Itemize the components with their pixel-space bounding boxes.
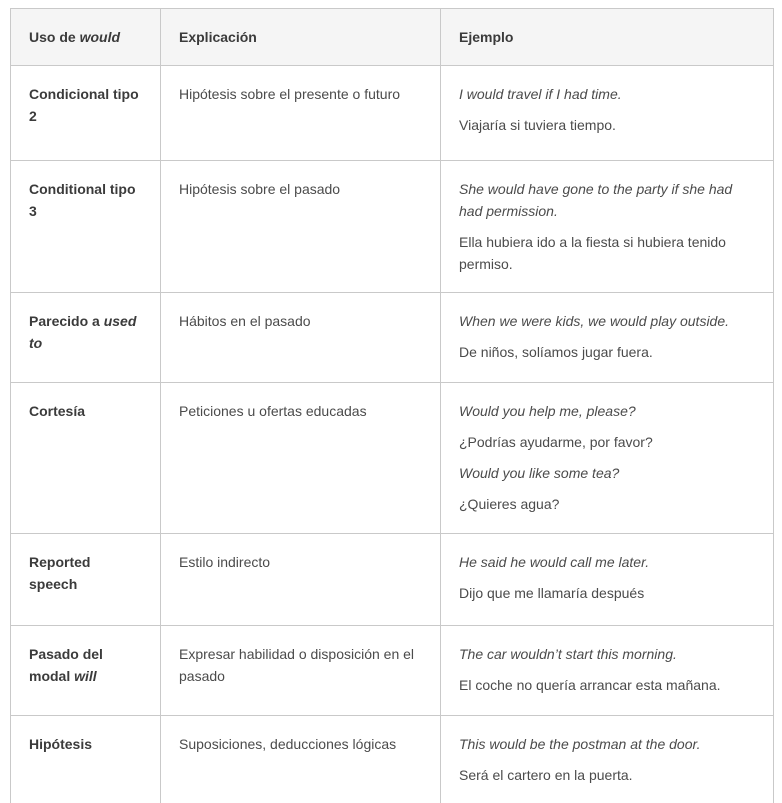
example-spanish-line: Dijo que me llamaría después: [459, 585, 645, 601]
example-english-line: He said he would call me later.: [459, 554, 650, 570]
uso-cell: [11, 66, 161, 161]
example-spanish-line: ¿Podrías ayudarme, por favor?: [459, 434, 653, 450]
explicacion-cell: [161, 534, 441, 626]
ejemplo-cell: [441, 293, 774, 383]
explicacion-text: Suposiciones, deducciones lógicas: [179, 736, 397, 752]
example-spanish-line: De niños, solíamos jugar fuera.: [459, 344, 653, 360]
explicacion-cell: [161, 716, 441, 803]
italic-text-segment: used to: [29, 313, 137, 351]
text-segment: Ejemplo: [459, 29, 514, 45]
table-row: [11, 534, 774, 626]
would-usage-table: [10, 8, 774, 803]
uso-cell: [11, 161, 161, 293]
example-spanish-line: ¿Quieres agua?: [459, 496, 560, 512]
table-row: [11, 716, 774, 803]
ejemplo-cell: [441, 716, 774, 803]
text-segment: Uso de: [29, 29, 80, 45]
explicacion-text: Hábitos en el pasado: [179, 313, 311, 329]
text-segment: Explicación: [179, 29, 257, 45]
example-english-line: The car wouldn’t start this morning.: [459, 646, 677, 662]
column-header-ejemplo: [441, 9, 774, 66]
italic-text-segment: would: [79, 29, 121, 45]
example-spanish-line: Será el cartero en la puerta.: [459, 767, 633, 783]
example-spanish-line: Viajaría si tuviera tiempo.: [459, 117, 616, 133]
page: [0, 8, 782, 803]
explicacion-text: Hipótesis sobre el pasado: [179, 181, 341, 197]
table-header: [11, 9, 774, 66]
uso-cell: [11, 383, 161, 534]
example-english-line: Would you help me, please?: [459, 403, 636, 419]
uso-cell: [11, 534, 161, 626]
example-english-line: When we were kids, we would play outside.: [459, 313, 730, 329]
italic-text-segment: will: [74, 668, 97, 684]
ejemplo-cell: [441, 66, 774, 161]
example-spanish-line: El coche no quería arrancar esta mañana.: [459, 677, 721, 693]
example-spanish-line: Ella hubiera ido a la fiesta si hubiera tenido permiso.: [459, 234, 726, 272]
table-row: [11, 383, 774, 534]
table-row: [11, 626, 774, 716]
explicacion-cell: [161, 66, 441, 161]
explicacion-text: Peticiones u ofertas educadas: [179, 403, 367, 419]
column-header-uso: [11, 9, 161, 66]
example-english-line: I would travel if I had time.: [459, 86, 622, 102]
table-row: [11, 66, 774, 161]
text-segment: Reported speech: [29, 554, 91, 592]
uso-cell: [11, 716, 161, 803]
text-segment: Hipótesis: [29, 736, 93, 752]
table-row: [11, 161, 774, 293]
explicacion-cell: [161, 161, 441, 293]
text-segment: Condicional tipo 2: [29, 86, 139, 124]
example-english-line: She would have gone to the party if she had had permission.: [459, 181, 733, 219]
explicacion-text: Hipótesis sobre el presente o futuro: [179, 86, 401, 102]
explicacion-cell: [161, 626, 441, 716]
text-segment: Conditional tipo 3: [29, 181, 136, 219]
ejemplo-cell: [441, 626, 774, 716]
example-english-line: Would you like some tea?: [459, 465, 620, 481]
header-row: [11, 9, 774, 66]
uso-cell: [11, 626, 161, 716]
explicacion-text: Expresar habilidad o disposición en el pasado: [179, 646, 415, 684]
table-body: [11, 66, 774, 803]
text-segment: Parecido a: [29, 313, 104, 329]
text-segment: Pasado del modal: [29, 646, 103, 684]
ejemplo-cell: [441, 161, 774, 293]
explicacion-text: Estilo indirecto: [179, 554, 271, 570]
ejemplo-cell: [441, 383, 774, 534]
ejemplo-cell: [441, 534, 774, 626]
explicacion-cell: [161, 383, 441, 534]
example-english-line: This would be the postman at the door.: [459, 736, 701, 752]
column-header-explicacion: [161, 9, 441, 66]
uso-cell: [11, 293, 161, 383]
explicacion-cell: [161, 293, 441, 383]
table-row: [11, 293, 774, 383]
text-segment: Cortesía: [29, 403, 86, 419]
